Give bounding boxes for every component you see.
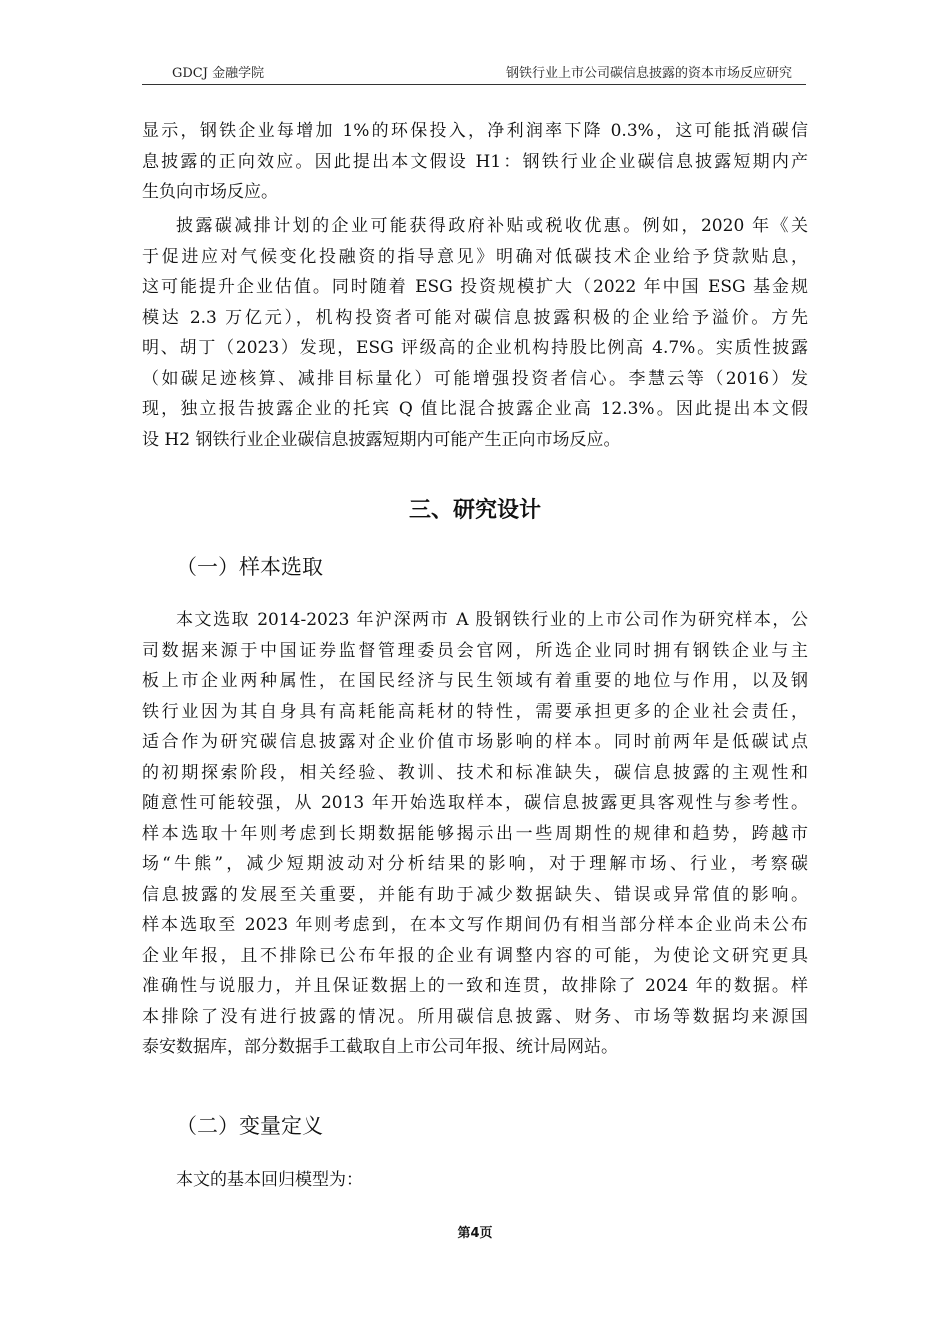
- paragraph-line: 生负向市场反应。: [142, 182, 278, 202]
- paragraph-3: [142, 605, 808, 1063]
- header-left: GDCJ 金融学院: [172, 66, 265, 81]
- paragraph-line: （如碳足迹核算、减排目标量化）可能增强投资者信心。李慧云等（2016）发: [142, 368, 808, 389]
- paragraph-2: [142, 211, 808, 455]
- paragraph-line: 准确性与说服力，并且保证数据上的一致和连贯，故排除了 2024 年的数据。样: [142, 976, 808, 996]
- paragraph-line: 板上市企业两种属性，在国民经济与民生领域有着重要的地位与作用，以及钢: [142, 671, 808, 691]
- header-right: 钢铁行业上市公司碳信息披露的资本市场反应研究: [505, 66, 792, 81]
- paragraph-line: 铁行业因为其自身具有高耗能高耗材的特性，需要承担更多的企业社会责任，: [142, 701, 808, 722]
- paragraph-line: 现，独立报告披露企业的托宾 Q 值比混合披露企业高 12.3%。因此提出本文假: [142, 399, 808, 419]
- paragraph-line: 显示，钢铁企业每增加 1%的环保投入，净利润率下降 0.3%，这可能抵消碳信: [142, 121, 808, 141]
- paragraph-line: 明、胡丁（2023）发现，ESG 评级高的企业机构持股比例高 4.7%。实质性披露: [142, 338, 808, 358]
- subsection-title-sample: （一）样本选取: [176, 555, 323, 579]
- paragraph-line: 本文选取 2014-2023 年沪深两市 A 股钢铁行业的上市公司作为研究样本，公: [176, 610, 808, 630]
- paragraph-line: 企业年报，且不排除已公布年报的企业有调整内容的可能，为使论文研究更具: [142, 945, 808, 966]
- paragraph-line: 这可能提升企业估值。同时随着 ESG 投资规模扩大（2022 年中国 ESG 基金规: [142, 277, 808, 297]
- paragraph-line: 随意性可能较强，从 2013 年开始选取样本，碳信息披露更具客观性与参考性。: [142, 793, 808, 813]
- subsection-title-variables: （二）变量定义: [176, 1114, 323, 1138]
- page-header: [142, 66, 806, 85]
- paragraph-line: 本排除了没有进行披露的情况。所用碳信息披露、财务、市场等数据均来源国: [142, 1006, 808, 1027]
- paragraph-line: 模达 2.3 万亿元），机构投资者可能对碳信息披露积极的企业给予溢价。方先: [142, 307, 808, 328]
- paragraph-line: 适合作为研究碳信息披露对企业价值市场影响的样本。同时前两年是低碳试点: [142, 732, 808, 752]
- section-title: 三、研究设计: [408, 498, 541, 523]
- paragraph-line: 场“牛熊”，减少短期波动对分析结果的影响，对于理解市场、行业，考察碳: [142, 854, 808, 874]
- paragraph-line: 泰安数据库，部分数据手工截取自上市公司年报、统计局网站。: [142, 1037, 618, 1057]
- page-number: 第4页: [457, 1226, 493, 1241]
- paragraph-line: 样本选取十年则考虑到长期数据能够揭示出一些周期性的规律和趋势，跨越市: [142, 823, 808, 844]
- paragraph-line: 披露碳减排计划的企业可能获得政府补贴或税收优惠。例如，2020 年《关: [176, 216, 808, 236]
- paragraph-line: 息披露的正向效应。因此提出本文假设 H1：钢铁行业企业碳信息披露短期内产: [142, 151, 808, 172]
- paragraph-line: 的初期探索阶段，相关经验、教训、技术和标准缺失，碳信息披露的主观性和: [142, 762, 808, 783]
- paragraph-line: 于促进应对气候变化投融资的指导意见》明确对低碳技术企业给予贷款贴息，: [142, 246, 808, 267]
- paragraph-line: 设 H2 钢铁行业企业碳信息披露短期内可能产生正向市场反应。: [142, 429, 621, 450]
- paragraph-line: 样本选取至 2023 年则考虑到，在本文写作期间仍有相当部分样本企业尚未公布: [142, 915, 808, 935]
- paragraph-1: [142, 116, 808, 208]
- paragraph-line: 信息披露的发展至关重要，并能有助于减少数据缺失、错误或异常值的影响。: [142, 884, 808, 905]
- paragraph-line: 司数据来源于中国证券监督管理委员会官网，所选企业同时拥有钢铁企业与主: [142, 640, 808, 661]
- paragraph-4: 本文的基本回归模型为：: [176, 1170, 363, 1190]
